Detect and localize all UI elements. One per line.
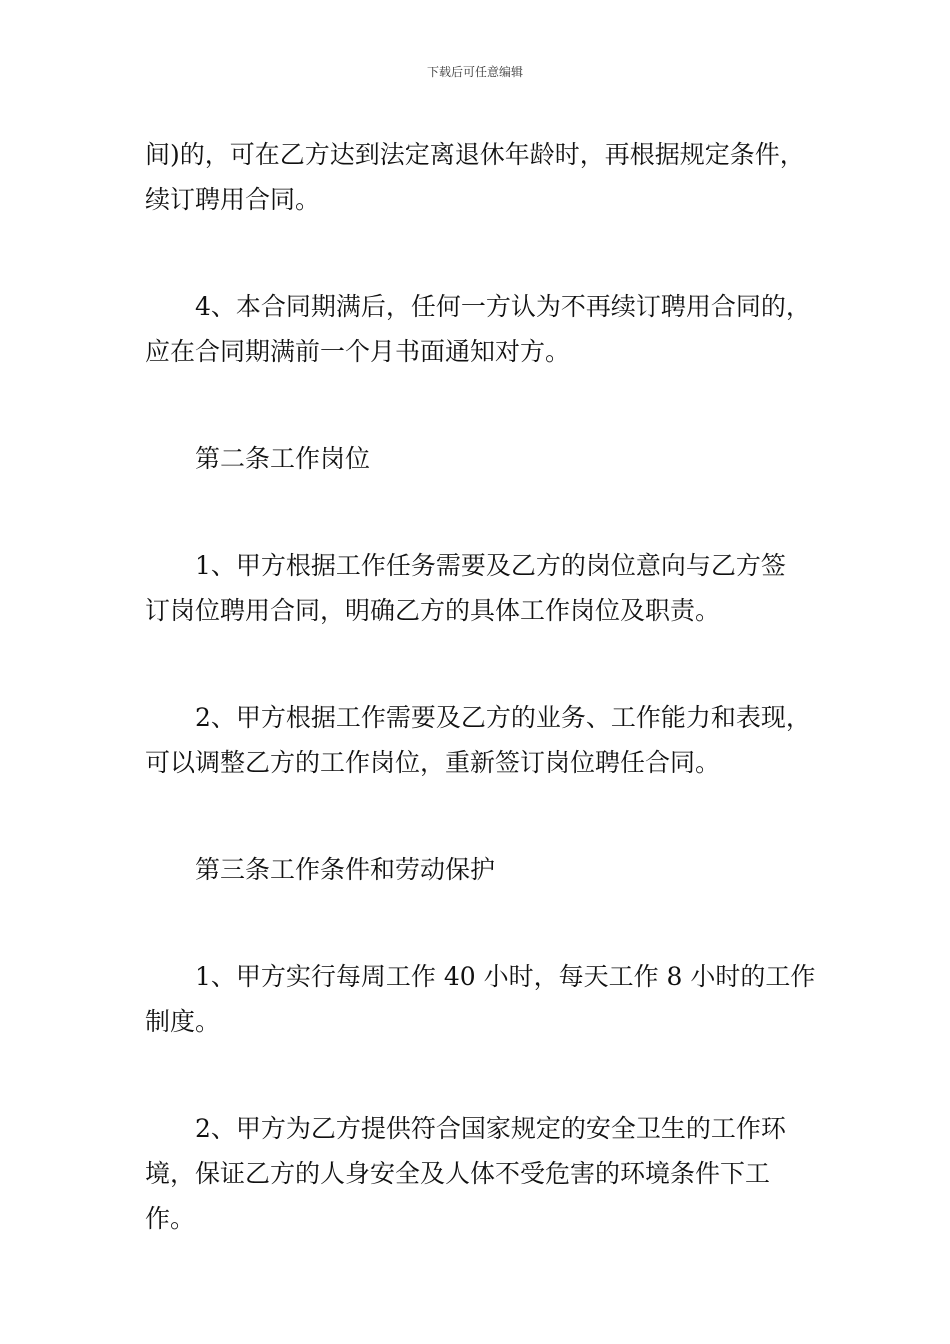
heading-text: 第二条工作岗位 [195,444,371,473]
paragraph-line: 4、本合同期满后，任何一方认为不再续订聘用合同的， [195,292,811,321]
page-header: 下载后可任意编辑 [426,65,523,79]
paragraph-line: 制度。 [145,1007,221,1036]
paragraph-line: 2、甲方根据工作需要及乙方的业务、工作能力和表现， [195,703,811,732]
paragraph-line: 1、甲方根据工作任务需要及乙方的岗位意向与乙方签 [195,551,786,580]
paragraph-line: 2、甲方为乙方提供符合国家规定的安全卫生的工作环 [195,1114,786,1143]
section-heading-2 [145,436,810,481]
paragraph-line: 续订聘用合同。 [145,185,321,214]
paragraph-line: 间)的，可在乙方达到法定离退休年龄时，再根据规定条件， [145,140,805,169]
paragraph-6 [145,1106,810,1241]
paragraph-1 [145,132,810,222]
heading-text: 第三条工作条件和劳动保护 [195,855,496,884]
section-heading-3 [145,847,810,892]
paragraph-5 [145,954,816,1044]
paragraph-line: 1、甲方实行每周工作 40 小时，每天工作 8 小时的工作 [195,962,816,991]
paragraph-line: 境，保证乙方的人身安全及人体不受危害的环境条件下工 [145,1159,771,1188]
document-body [145,132,816,1303]
paragraph-line: 订岗位聘用合同，明确乙方的具体工作岗位及职责。 [145,596,721,625]
paragraph-line: 作。 [145,1204,196,1233]
paragraph-3 [145,543,810,633]
paragraph-line: 应在合同期满前一个月书面通知对方。 [145,337,571,366]
paragraph-2 [145,284,810,374]
paragraph-line: 可以调整乙方的工作岗位，重新签订岗位聘任合同。 [145,748,721,777]
paragraph-4 [145,695,810,785]
